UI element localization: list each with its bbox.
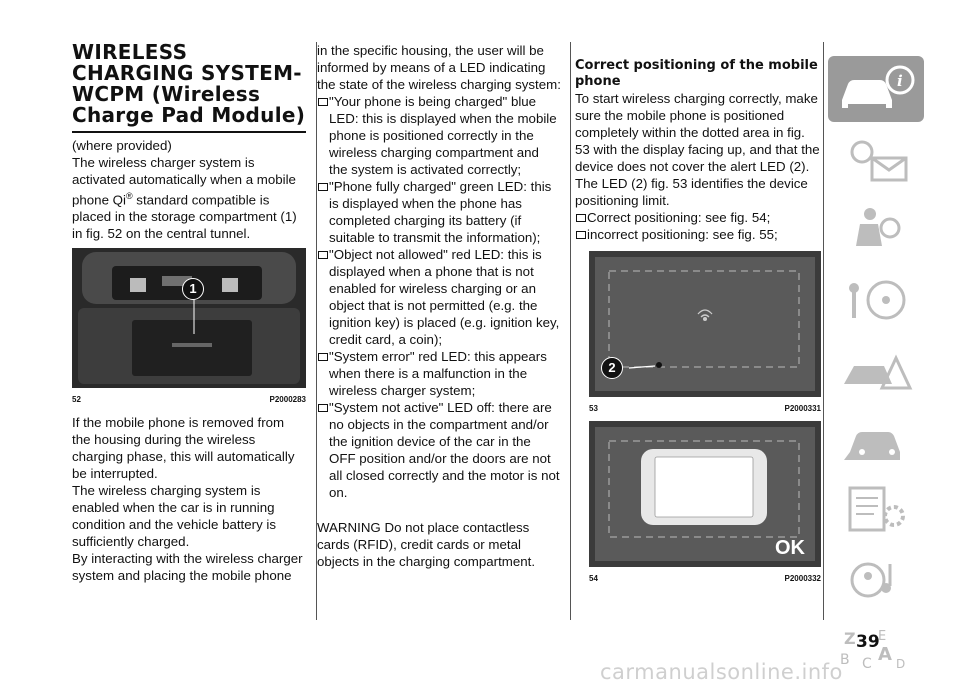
tab-lights-messages[interactable] <box>828 126 924 192</box>
section-heading: WIRELESS CHARGING SYSTEM- WCPM (Wireless Charge Pad Module) <box>72 42 306 133</box>
document-gear-icon <box>834 484 918 534</box>
svg-text:B: B <box>840 652 850 668</box>
list-item: "Object not allowed" red LED: this is displayed when a phone that is not enabled for wireless charging or an object that is not permitted (e.g. the ignition key) is placed (e.g. ignition key, credit card, a coin); <box>317 246 561 348</box>
tab-car-info[interactable] <box>828 56 924 122</box>
key-steering-icon <box>834 274 918 324</box>
charge-pad-photo <box>589 251 821 397</box>
figure-53 <box>589 251 821 413</box>
column-1 <box>72 42 306 584</box>
section-tabs <box>828 56 924 686</box>
ok-label: OK <box>775 537 805 559</box>
list-item: "Your phone is being charged" blue LED: this is displayed when the mobile phone is positioned correctly in the wireless charging compartment and the system is activated correctly; <box>317 93 561 178</box>
svg-text:Z: Z <box>844 629 856 648</box>
car-info-icon <box>834 64 918 114</box>
list-item: "Phone fully charged" green LED: this is displayed when the phone has completed charging its battery (if suitable to transmit the information); <box>317 178 561 246</box>
tab-technical-data[interactable] <box>828 476 924 542</box>
list-item: "System error" red LED: this appears when there is a malfunction in the wireless charger system; <box>317 348 561 399</box>
svg-text:C: C <box>862 656 872 672</box>
figure-number: 54 <box>589 574 598 583</box>
column-2 <box>317 42 561 570</box>
emergency-triangle-icon <box>834 344 918 394</box>
callout-2: 2 <box>601 357 623 379</box>
figure-52-caption <box>72 395 306 404</box>
watermark: carmanualsonline.info <box>600 660 843 684</box>
figure-54 <box>589 421 821 583</box>
list-item: incorrect positioning: see fig. 55; <box>575 226 820 243</box>
svg-text:A: A <box>878 644 892 665</box>
paragraph-enabled: The wireless charging system is enabled when the car is in running condition and the vehicle battery is sufficiently charged. <box>72 483 277 550</box>
tab-multimedia[interactable] <box>828 546 924 612</box>
svg-text:E: E <box>878 629 887 644</box>
led-intro: in the specific housing, the user will be informed by means of a LED indicating the state of the wireless charging system: <box>317 43 561 92</box>
figure-53-caption <box>589 404 821 413</box>
figure-54-caption <box>589 574 821 583</box>
tab-starting-driving[interactable] <box>828 266 924 332</box>
figure-52 <box>72 248 306 404</box>
warning-text: WARNING Do not place contactless cards (RFID), credit cards or metal objects in the charging compartment. <box>317 520 536 569</box>
figure-number: 52 <box>72 395 81 405</box>
center-console-photo <box>72 248 306 388</box>
tab-safety[interactable] <box>828 196 924 262</box>
figure-code: P2000331 <box>784 404 821 413</box>
column-divider-3 <box>823 42 824 620</box>
figure-code: P2000283 <box>269 395 306 405</box>
tab-emergency[interactable] <box>828 336 924 402</box>
paragraph-removal: If the mobile phone is removed from the housing during the wireless charging phase, this will automatically be interrupted. <box>72 415 295 482</box>
list-item: "System not active" LED off: there are no objects in the compartment and/or the ignition device of the car in the OFF position and/or the doors are not all closed correctly and the motor is not on. <box>317 399 561 501</box>
airbag-seat-icon <box>834 204 918 254</box>
multimedia-icon <box>834 554 918 604</box>
subsection-heading: Correct positioning of the mobile phone <box>575 58 818 89</box>
column-3 <box>575 58 820 583</box>
figure-code: P2000332 <box>784 574 821 583</box>
tab-maintenance[interactable] <box>828 406 924 472</box>
paragraph-interacting: By interacting with the wireless charger system and placing the mobile phone <box>72 551 303 584</box>
callout-1: 1 <box>182 278 204 300</box>
positioning-paragraph: To start wireless charging correctly, make sure the mobile phone is positioned completely within the dotted area in fig. 53 with the display facing up, and that the device does not cover the alert LED (2). The LED (2) fig. 53 identifies the device positioning limit. <box>575 91 820 208</box>
svg-text:i: i <box>897 72 903 90</box>
intro-paragraph: The wireless charger system is activated automatically when a mobile phone Qi® standard compatible is placed in the storage compartment (1) in fig. 52 on the central tunnel. <box>72 155 297 242</box>
where-provided-note: (where provided) <box>72 138 172 153</box>
warning-lights-icon <box>834 134 918 184</box>
list-item: Correct positioning: see fig. 54; <box>575 209 820 226</box>
column-divider-2 <box>570 42 571 620</box>
figure-number: 53 <box>589 404 598 413</box>
car-maintenance-icon <box>834 414 918 464</box>
page-number: 39 <box>856 632 880 652</box>
svg-text:D: D <box>896 657 906 671</box>
